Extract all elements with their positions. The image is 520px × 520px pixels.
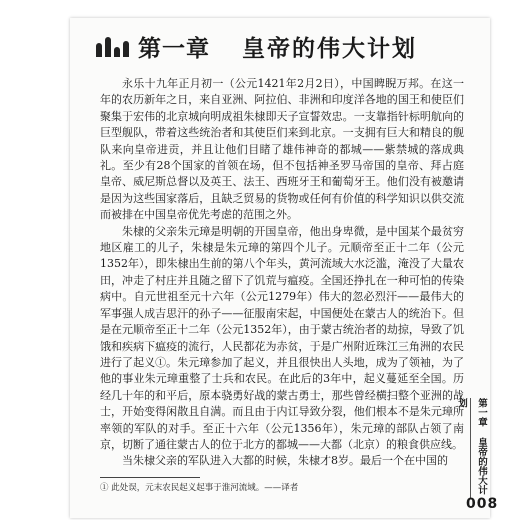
- chapter-number: 第一章: [138, 35, 210, 62]
- chapter-header: [96, 26, 456, 66]
- paragraph-1: 永乐十九年正月初一（公元1421年2月2日），中国睥睨万邦。在这一年的农历新年之日，来自亚洲、阿拉伯、非洲和印度洋各地的国王和使臣们聚集于宏伟的北京城向明成祖朱棣即天子宣誓效忠。一支靠指针标明航向的巨型舰队，带着这些统治者和其使臣们来到北京。一支拥有巨大和精良的舰队来向皇帝进贡，并且让他们目睹了雄伟神奇的都城——紫禁城的落成典礼。至少有28个国家的首领在场，但不包括神圣罗马帝国的皇帝、拜占庭皇帝、威尼斯总督以及英王、法王、西班牙王和葡萄牙王。他们没有被邀请是因为这些国家落后，且缺乏贸易的货物或任何有价值的科学知识以供交流而被排在中国皇帝优先考虑的范围之外。: [100, 77, 464, 222]
- book-page: [70, 18, 499, 518]
- page-number: 008: [466, 496, 499, 512]
- footnote: ① 此处误，元末农民起义起事于淮河流域。——译者: [100, 483, 299, 493]
- body-text: [100, 76, 464, 470]
- chapter-decoration-icon: [96, 35, 130, 57]
- chapter-side-tab: 第一章 皇帝的伟大计划: [470, 398, 491, 498]
- footnote-divider: [100, 477, 200, 478]
- paragraph-2: 朱棣的父亲朱元璋是明朝的开国皇帝，他出身卑微，是中国某个最贫穷地区雇工的儿子，朱棣是朱元璋的第四个儿子。元顺帝至正十二年（公元1352年），即朱棣出生前的第八个年头，黄河流域大水泛滥，淹没了大量农田，冲走了村庄并且随之留下了饥荒与瘟疫。全国还挣扎在一种可怕的传染病中。自元世祖至元十六年（公元1279年）伟大的忽必烈汗——最伟大的军事强人成吉思汗的孙子——征服南宋起，中国便处在蒙古人的统治下。但是在元顺帝至正十二年（公元1352年），由于蒙古统治者的劫掠，导致了饥饿和疾病下瘟疫的流行，人民都花为赤贫，于是广州附近珠江三角洲的农民进行了起义①。朱元璋参加了起义，并且很快出人头地，成为了领袖，为了他的事业朱元璋重整了士兵和农民。在此后的3年中，起义蔓延至全国。历经几十年的和平后，原本骁勇好战的蒙古勇士，那些曾经横扫整个亚洲的战士，开始变得闲散且自满。而且由于内讧导致分裂，他们根本不是朱元璋所率领的军队的对手。至正十六年（公元1356年），朱元璋的部队占领了南京，切断了通往蒙古人的位于北方的都城——大都（北京）的粮食供应线。: [100, 224, 464, 451]
- paragraph-3: 当朱棣父亲的军队进入大都的时候，朱棣才8岁。最后一个在中国的: [122, 454, 448, 468]
- chapter-title: 皇帝的伟大计划: [242, 35, 417, 62]
